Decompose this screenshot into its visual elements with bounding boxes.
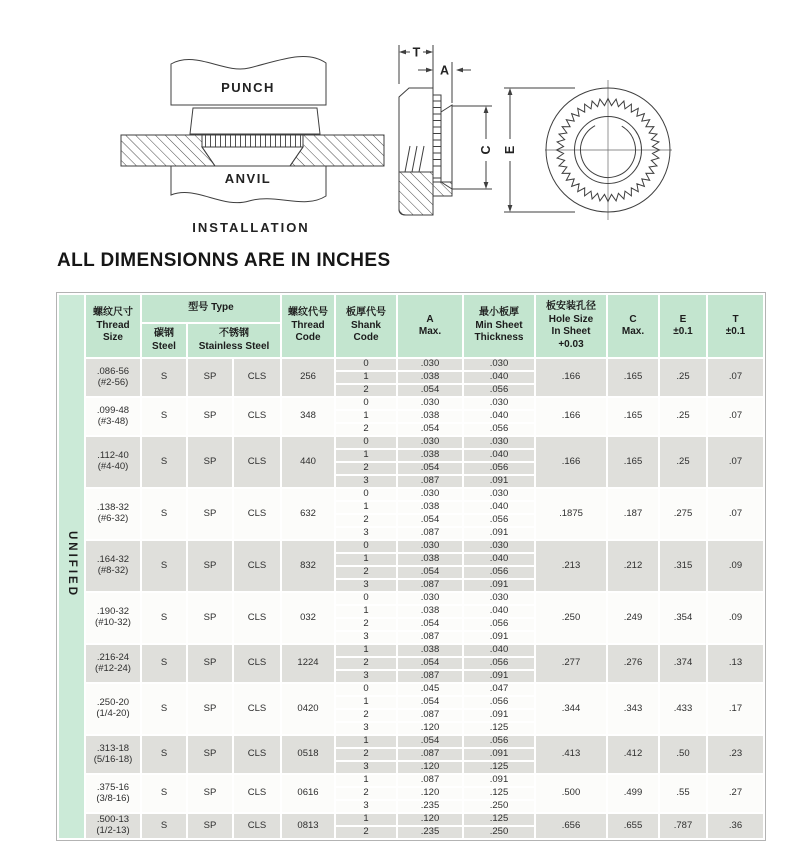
shank-code-cell: 1	[335, 735, 397, 748]
shank-code-cell: 3	[335, 475, 397, 488]
thread-size-cell: .375-16 (3/8-16)	[85, 774, 141, 813]
min-sheet-cell: .040	[463, 553, 535, 566]
thread-size-cell: .250-20 (1/4-20)	[85, 683, 141, 735]
a-max-cell: .038	[397, 501, 463, 514]
shank-code-cell: 1	[335, 813, 397, 826]
a-max-cell: .045	[397, 683, 463, 696]
min-sheet-cell: .040	[463, 410, 535, 423]
side-section-view	[399, 45, 493, 215]
e-cell: .315	[659, 540, 707, 592]
stainless-cls-cell: CLS	[233, 774, 281, 813]
section-hatch	[399, 172, 452, 215]
header-hole-size: 板安装孔径 Hole Size In Sheet +0.03	[535, 294, 607, 358]
c-max-cell: .655	[607, 813, 659, 839]
t-cell: .07	[707, 488, 764, 540]
shank-code-cell: 0	[335, 592, 397, 605]
header-e: E ±0.1	[659, 294, 707, 358]
spec-table-wrapper	[56, 292, 766, 841]
a-max-cell: .087	[397, 527, 463, 540]
min-sheet-cell: .056	[463, 657, 535, 670]
thread-size-cell: .138-32 (#6-32)	[85, 488, 141, 540]
thread-size-cell: .086-56 (#2-56)	[85, 358, 141, 397]
shank-code-cell: 2	[335, 423, 397, 436]
c-max-cell: .165	[607, 397, 659, 436]
min-sheet-cell: .250	[463, 800, 535, 813]
a-max-cell: .120	[397, 761, 463, 774]
spec-subrow	[58, 488, 764, 501]
c-max-cell: .249	[607, 592, 659, 644]
steel-type-cell: S	[141, 488, 187, 540]
thread-code-cell: 0813	[281, 813, 335, 839]
a-max-cell: .120	[397, 813, 463, 826]
shank-code-cell: 3	[335, 800, 397, 813]
hole-size-cell: .344	[535, 683, 607, 735]
min-sheet-cell: .040	[463, 371, 535, 384]
e-cell: .25	[659, 358, 707, 397]
shank-code-cell: 2	[335, 787, 397, 800]
min-sheet-cell: .056	[463, 696, 535, 709]
shank-code-cell: 2	[335, 384, 397, 397]
thread-size-cell: .112-40 (#4-40)	[85, 436, 141, 488]
min-sheet-cell: .056	[463, 514, 535, 527]
a-max-cell: .054	[397, 423, 463, 436]
shank-code-cell: 0	[335, 397, 397, 410]
thread-standard-label: UNIFIED	[66, 531, 79, 599]
spec-subrow	[58, 683, 764, 696]
c-max-cell: .276	[607, 644, 659, 683]
header-thread-code: 螺纹代号 Thread Code	[281, 294, 335, 358]
spec-subrow	[58, 644, 764, 657]
thread-code-cell: 440	[281, 436, 335, 488]
sheet-right-hatch	[290, 135, 384, 166]
e-cell: .25	[659, 397, 707, 436]
stainless-cls-cell: CLS	[233, 735, 281, 774]
min-sheet-cell: .091	[463, 748, 535, 761]
shank-code-cell: 2	[335, 709, 397, 722]
header-shank-code: 板厚代号 Shank Code	[335, 294, 397, 358]
installation-diagram	[121, 57, 384, 235]
header-c-max: C Max.	[607, 294, 659, 358]
e-cell: .433	[659, 683, 707, 735]
e-cell: .55	[659, 774, 707, 813]
shank-code-cell: 1	[335, 371, 397, 384]
dim-t-label: T	[412, 45, 421, 60]
t-cell: .09	[707, 592, 764, 644]
t-cell: .17	[707, 683, 764, 735]
shank-code-cell: 3	[335, 722, 397, 735]
dim-e-label: E	[503, 145, 517, 155]
a-max-cell: .054	[397, 696, 463, 709]
spec-table	[57, 293, 765, 840]
shank-code-cell: 2	[335, 618, 397, 631]
e-cell: .25	[659, 436, 707, 488]
a-max-cell: .030	[397, 488, 463, 501]
min-sheet-cell: .040	[463, 644, 535, 657]
min-sheet-cell: .091	[463, 631, 535, 644]
thread-code-cell: 348	[281, 397, 335, 436]
a-max-cell: .030	[397, 397, 463, 410]
min-sheet-cell: .250	[463, 826, 535, 839]
front-view	[503, 80, 672, 220]
min-sheet-cell: .091	[463, 670, 535, 683]
header-row-1	[58, 294, 764, 323]
min-sheet-cell: .030	[463, 592, 535, 605]
stainless-sp-cell: SP	[187, 540, 233, 592]
shank-code-cell: 1	[335, 501, 397, 514]
shank-code-cell: 1	[335, 644, 397, 657]
min-sheet-cell: .030	[463, 436, 535, 449]
a-max-cell: .030	[397, 592, 463, 605]
thread-code-cell: 256	[281, 358, 335, 397]
header-t: T ±0.1	[707, 294, 764, 358]
thread-code-cell: 0420	[281, 683, 335, 735]
stainless-cls-cell: CLS	[233, 813, 281, 839]
shank-code-cell: 0	[335, 488, 397, 501]
header-thread-size: 螺纹尺寸 Thread Size	[85, 294, 141, 358]
spec-subrow	[58, 592, 764, 605]
a-max-cell: .054	[397, 566, 463, 579]
min-sheet-cell: .091	[463, 774, 535, 787]
shank-code-cell: 0	[335, 540, 397, 553]
a-max-cell: .038	[397, 371, 463, 384]
min-sheet-cell: .056	[463, 618, 535, 631]
stainless-sp-cell: SP	[187, 644, 233, 683]
stainless-cls-cell: CLS	[233, 358, 281, 397]
thread-size-cell: .216-24 (#12-24)	[85, 644, 141, 683]
shank-code-cell: 3	[335, 579, 397, 592]
shank-code-cell: 1	[335, 696, 397, 709]
thread-size-cell: .500-13 (1/2-13)	[85, 813, 141, 839]
shank-code-cell: 2	[335, 514, 397, 527]
min-sheet-cell: .056	[463, 566, 535, 579]
steel-type-cell: S	[141, 540, 187, 592]
min-sheet-cell: .047	[463, 683, 535, 696]
e-cell: .354	[659, 592, 707, 644]
a-max-cell: .087	[397, 709, 463, 722]
stainless-cls-cell: CLS	[233, 644, 281, 683]
spec-subrow	[58, 813, 764, 826]
c-max-cell: .165	[607, 436, 659, 488]
installation-label: INSTALLATION	[192, 220, 310, 235]
spec-subrow	[58, 436, 764, 449]
steel-type-cell: S	[141, 735, 187, 774]
shank-code-cell: 2	[335, 748, 397, 761]
a-max-cell: .087	[397, 748, 463, 761]
min-sheet-cell: .056	[463, 735, 535, 748]
e-cell: .374	[659, 644, 707, 683]
stainless-sp-cell: SP	[187, 488, 233, 540]
steel-type-cell: S	[141, 397, 187, 436]
e-cell: .275	[659, 488, 707, 540]
steel-type-cell: S	[141, 774, 187, 813]
shank-code-cell: 2	[335, 826, 397, 839]
c-max-cell: .187	[607, 488, 659, 540]
min-sheet-cell: .125	[463, 787, 535, 800]
stainless-sp-cell: SP	[187, 774, 233, 813]
hole-size-cell: .656	[535, 813, 607, 839]
a-max-cell: .038	[397, 449, 463, 462]
a-max-cell: .235	[397, 826, 463, 839]
a-max-cell: .054	[397, 618, 463, 631]
hole-size-cell: .500	[535, 774, 607, 813]
a-max-cell: .038	[397, 553, 463, 566]
a-max-cell: .120	[397, 722, 463, 735]
a-max-cell: .087	[397, 774, 463, 787]
a-max-cell: .054	[397, 657, 463, 670]
shank-code-cell: 2	[335, 462, 397, 475]
anvil-recess	[202, 147, 303, 166]
min-sheet-cell: .091	[463, 579, 535, 592]
thread-standard-cell	[58, 294, 85, 839]
thread-lines	[405, 146, 424, 172]
min-sheet-cell: .056	[463, 462, 535, 475]
thread-size-cell: .190-32 (#10-32)	[85, 592, 141, 644]
a-max-cell: .054	[397, 462, 463, 475]
spec-subrow	[58, 397, 764, 410]
shank-code-cell: 3	[335, 670, 397, 683]
spec-subrow	[58, 735, 764, 748]
a-max-cell: .087	[397, 475, 463, 488]
a-max-cell: .038	[397, 644, 463, 657]
t-cell: .36	[707, 813, 764, 839]
anvil-label: ANVIL	[224, 171, 272, 186]
min-sheet-cell: .125	[463, 761, 535, 774]
thread-size-cell: .099-48 (#3-48)	[85, 397, 141, 436]
hole-size-cell: .213	[535, 540, 607, 592]
steel-type-cell: S	[141, 358, 187, 397]
a-max-cell: .054	[397, 384, 463, 397]
stainless-cls-cell: CLS	[233, 540, 281, 592]
thread-code-cell: 032	[281, 592, 335, 644]
nut-knurl-band	[202, 135, 303, 147]
a-max-cell: .235	[397, 800, 463, 813]
hole-size-cell: .166	[535, 397, 607, 436]
stainless-sp-cell: SP	[187, 813, 233, 839]
dim-a-label: A	[439, 63, 450, 78]
min-sheet-cell: .040	[463, 501, 535, 514]
page-heading: ALL DIMENSIONNS ARE IN INCHES	[57, 250, 391, 271]
hole-size-cell: .166	[535, 436, 607, 488]
nut-shape	[190, 108, 320, 134]
c-max-cell: .412	[607, 735, 659, 774]
shank-code-cell: 1	[335, 410, 397, 423]
a-max-cell: .038	[397, 605, 463, 618]
header-steel: 碳钢 Steel	[141, 323, 187, 358]
c-max-cell: .499	[607, 774, 659, 813]
stainless-sp-cell: SP	[187, 735, 233, 774]
min-sheet-cell: .040	[463, 605, 535, 618]
stainless-cls-cell: CLS	[233, 397, 281, 436]
a-max-cell: .087	[397, 631, 463, 644]
stainless-sp-cell: SP	[187, 436, 233, 488]
hole-size-cell: .277	[535, 644, 607, 683]
c-max-cell: .165	[607, 358, 659, 397]
thread-code-cell: 0616	[281, 774, 335, 813]
hole-size-cell: .166	[535, 358, 607, 397]
shank-code-cell: 1	[335, 605, 397, 618]
a-max-cell: .054	[397, 735, 463, 748]
t-cell: .09	[707, 540, 764, 592]
min-sheet-cell: .030	[463, 358, 535, 371]
hole-size-cell: .413	[535, 735, 607, 774]
thread-code-cell: 632	[281, 488, 335, 540]
sheet-left-hatch	[121, 135, 215, 166]
shank-code-cell: 3	[335, 631, 397, 644]
spec-subrow	[58, 774, 764, 787]
spec-subrow	[58, 358, 764, 371]
min-sheet-cell: .056	[463, 384, 535, 397]
header-type: 型号 Type	[141, 294, 281, 323]
min-sheet-cell: .030	[463, 540, 535, 553]
steel-type-cell: S	[141, 592, 187, 644]
shank-code-cell: 1	[335, 553, 397, 566]
a-max-cell: .054	[397, 514, 463, 527]
a-max-cell: .030	[397, 358, 463, 371]
hole-size-cell: .1875	[535, 488, 607, 540]
thread-size-cell: .313-18 (5/16-18)	[85, 735, 141, 774]
shank-code-cell: 0	[335, 436, 397, 449]
front-centerlines	[545, 80, 672, 220]
min-sheet-cell: .030	[463, 488, 535, 501]
t-cell: .07	[707, 436, 764, 488]
stainless-sp-cell: SP	[187, 683, 233, 735]
c-max-cell: .212	[607, 540, 659, 592]
a-max-cell: .120	[397, 787, 463, 800]
min-sheet-cell: .030	[463, 397, 535, 410]
steel-type-cell: S	[141, 644, 187, 683]
knurl-rungs	[433, 101, 441, 166]
hole-size-cell: .250	[535, 592, 607, 644]
a-max-cell: .087	[397, 579, 463, 592]
stainless-cls-cell: CLS	[233, 436, 281, 488]
min-sheet-cell: .091	[463, 709, 535, 722]
shank-code-cell: 2	[335, 566, 397, 579]
a-max-cell: .087	[397, 670, 463, 683]
min-sheet-cell: .125	[463, 722, 535, 735]
stainless-cls-cell: CLS	[233, 683, 281, 735]
t-cell: .27	[707, 774, 764, 813]
stainless-sp-cell: SP	[187, 358, 233, 397]
header-min-sheet: 最小板厚 Min Sheet Thickness	[463, 294, 535, 358]
shank-code-cell: 0	[335, 358, 397, 371]
min-sheet-cell: .040	[463, 449, 535, 462]
min-sheet-cell: .091	[463, 475, 535, 488]
stainless-sp-cell: SP	[187, 397, 233, 436]
shank-code-cell: 1	[335, 449, 397, 462]
dim-c-label: C	[479, 145, 493, 155]
t-cell: .13	[707, 644, 764, 683]
min-sheet-cell: .056	[463, 423, 535, 436]
t-cell: .07	[707, 358, 764, 397]
technical-drawings	[0, 0, 790, 290]
a-max-cell: .030	[397, 436, 463, 449]
shank-code-cell: 2	[335, 657, 397, 670]
stainless-cls-cell: CLS	[233, 488, 281, 540]
e-cell: .787	[659, 813, 707, 839]
t-cell: .23	[707, 735, 764, 774]
shank-code-cell: 3	[335, 527, 397, 540]
shank-code-cell: 3	[335, 761, 397, 774]
shank-code-cell: 0	[335, 683, 397, 696]
e-cell: .50	[659, 735, 707, 774]
punch-label: PUNCH	[221, 80, 275, 95]
stainless-sp-cell: SP	[187, 592, 233, 644]
header-a-max: A Max.	[397, 294, 463, 358]
thread-code-cell: 1224	[281, 644, 335, 683]
a-max-cell: .038	[397, 410, 463, 423]
thread-code-cell: 0518	[281, 735, 335, 774]
header-stainless-steel: 不锈钢 Stainless Steel	[187, 323, 281, 358]
steel-type-cell: S	[141, 683, 187, 735]
t-cell: .07	[707, 397, 764, 436]
pilot-section	[441, 105, 452, 189]
spec-subrow	[58, 540, 764, 553]
thread-size-cell: .164-32 (#8-32)	[85, 540, 141, 592]
a-max-cell: .030	[397, 540, 463, 553]
stainless-cls-cell: CLS	[233, 592, 281, 644]
min-sheet-cell: .125	[463, 813, 535, 826]
steel-type-cell: S	[141, 813, 187, 839]
shank-code-cell: 1	[335, 774, 397, 787]
min-sheet-cell: .091	[463, 527, 535, 540]
thread-code-cell: 832	[281, 540, 335, 592]
c-max-cell: .343	[607, 683, 659, 735]
steel-type-cell: S	[141, 436, 187, 488]
